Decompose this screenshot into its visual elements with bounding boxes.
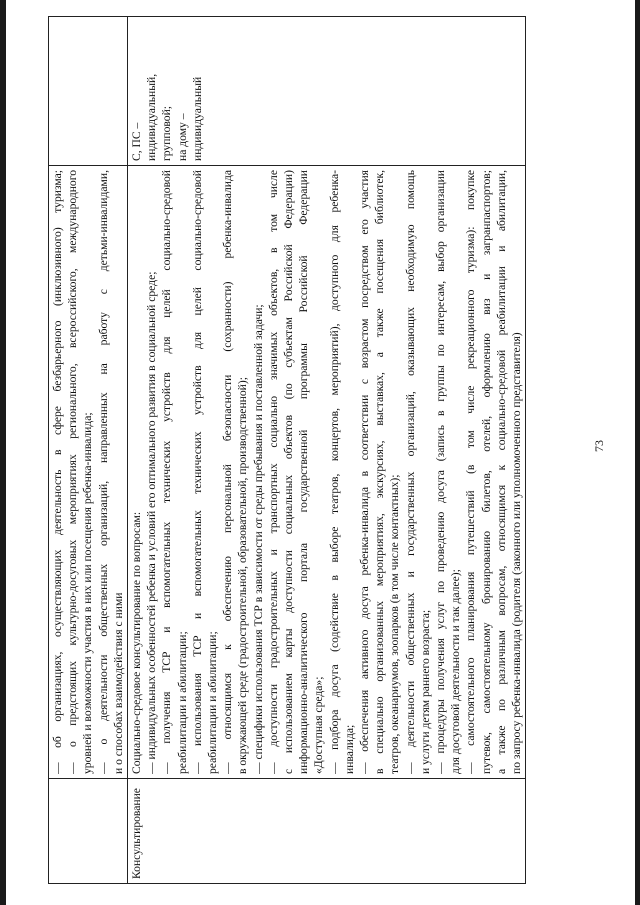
text-line: — о деятельности общественных организаций, направленных на работу с детьми-инвалидами, (96, 170, 110, 774)
text-line: на дому – (175, 113, 189, 161)
text-line: индивидуальный (190, 76, 204, 161)
row2-col1: Консультирование (128, 779, 526, 884)
text-line: с использованием карты доступности социальных объектов (по субъектам Российской Федерации) (282, 170, 296, 774)
text-line: а также по различным вопросам, относящимся к социально-средовой реабилитации и абилитации, (494, 170, 508, 774)
text-line: в специально организованных мероприятиях, экскурсиях, выставках, а также посещения библиотек, (373, 170, 387, 774)
text-line: в окружающей среде (градостроительной, образовательной, производственной); (236, 377, 250, 774)
row1-col1 (49, 779, 128, 884)
text-line: — относящимся к обеспечению персональной безопасности (сохранности) ребенка-инвалида (221, 170, 235, 774)
document-table (48, 16, 526, 884)
row1-col3 (49, 17, 128, 166)
text-line: театров, океанариумов, зоопарков (в том числе контактных); (388, 474, 402, 774)
text-line: — деятельности общественных и государственных организаций, оказывающих необходимую помощь (403, 170, 417, 774)
text-line: путевок, самостоятельному бронированию билетов, отелей, оформлению виз и загранпаспортов; (479, 170, 493, 774)
row2-col2 (128, 166, 526, 779)
text-line: — индивидуальных особенностей ребенка и условий его оптимального развития в социальной среде; (145, 271, 159, 774)
page-number: 73 (592, 440, 606, 452)
text-line: информационно-аналитического портала государственной программы Российской Федерации (297, 170, 311, 774)
text-line: инвалида; (342, 724, 356, 774)
text-line: реабилитации и абилитации; (206, 631, 220, 774)
text-line: и о способах взаимодействия с ними (111, 592, 125, 774)
text-line: — процедуры получения услуг по проведению досуга (запись в группы по интересам, выбор организации (434, 170, 448, 774)
text-line: по запросу ребенка-инвалида (родителя (законного или уполномоченного представителя) (510, 332, 524, 774)
text-line: — обеспечения активного досуга ребенка-инвалида в соответствии с возрастом посредством его участия (358, 170, 372, 774)
text-line: реабилитации и абилитации; (175, 631, 189, 774)
scan-edge-right (635, 0, 640, 905)
text-line: — о предстоящих культурно-досуговых мероприятиях регионального, всероссийского, международного (66, 170, 80, 774)
text-line: — специфики использования ТСР в зависимости от среды пребывания и поставленной задачи; (251, 304, 265, 774)
scan-edge-left (0, 0, 6, 905)
text-line: — использования ТСР и вспомогательных технических устройств для целей социально-средовой (190, 170, 204, 774)
text-line: уровней и возможности участия в них или посещения ребенка-инвалида; (81, 412, 95, 774)
text-line: — подбора досуга (содействие в выборе театров, концертов, мероприятий), доступного для ребенка- (327, 170, 341, 774)
text-line: «Доступная среда»; (312, 676, 326, 774)
rotated-page (48, 24, 608, 884)
text-line: индивидуальный, (145, 73, 159, 161)
text-line: Социально-средовое консультирование по вопросам: (130, 511, 144, 774)
table-row (49, 17, 128, 884)
text-line: — доступности градостроительных и транспортных социально значимых объектов, в том числе (266, 170, 280, 774)
row2-col3 (128, 17, 526, 166)
text-line: групповой; (160, 105, 174, 161)
text-line: — получения ТСР и вспомогательных технических устройств для целей социально-средовой (160, 170, 174, 774)
table-row (128, 17, 526, 884)
text-line: для досуговой деятельности и так далее); (449, 569, 463, 774)
text-line: С, ПС – (130, 122, 144, 161)
text-line: — самостоятельного планирования путешествий (в том числе рекреационного туризма): покупке (464, 170, 478, 774)
text-line: и услуги детям раннего возраста; (418, 609, 432, 774)
row1-col2 (49, 166, 128, 779)
text-line: — об организациях, осуществляющих деятельность в сфере безбарьерного (инклюзивного) туризма; (51, 170, 64, 774)
